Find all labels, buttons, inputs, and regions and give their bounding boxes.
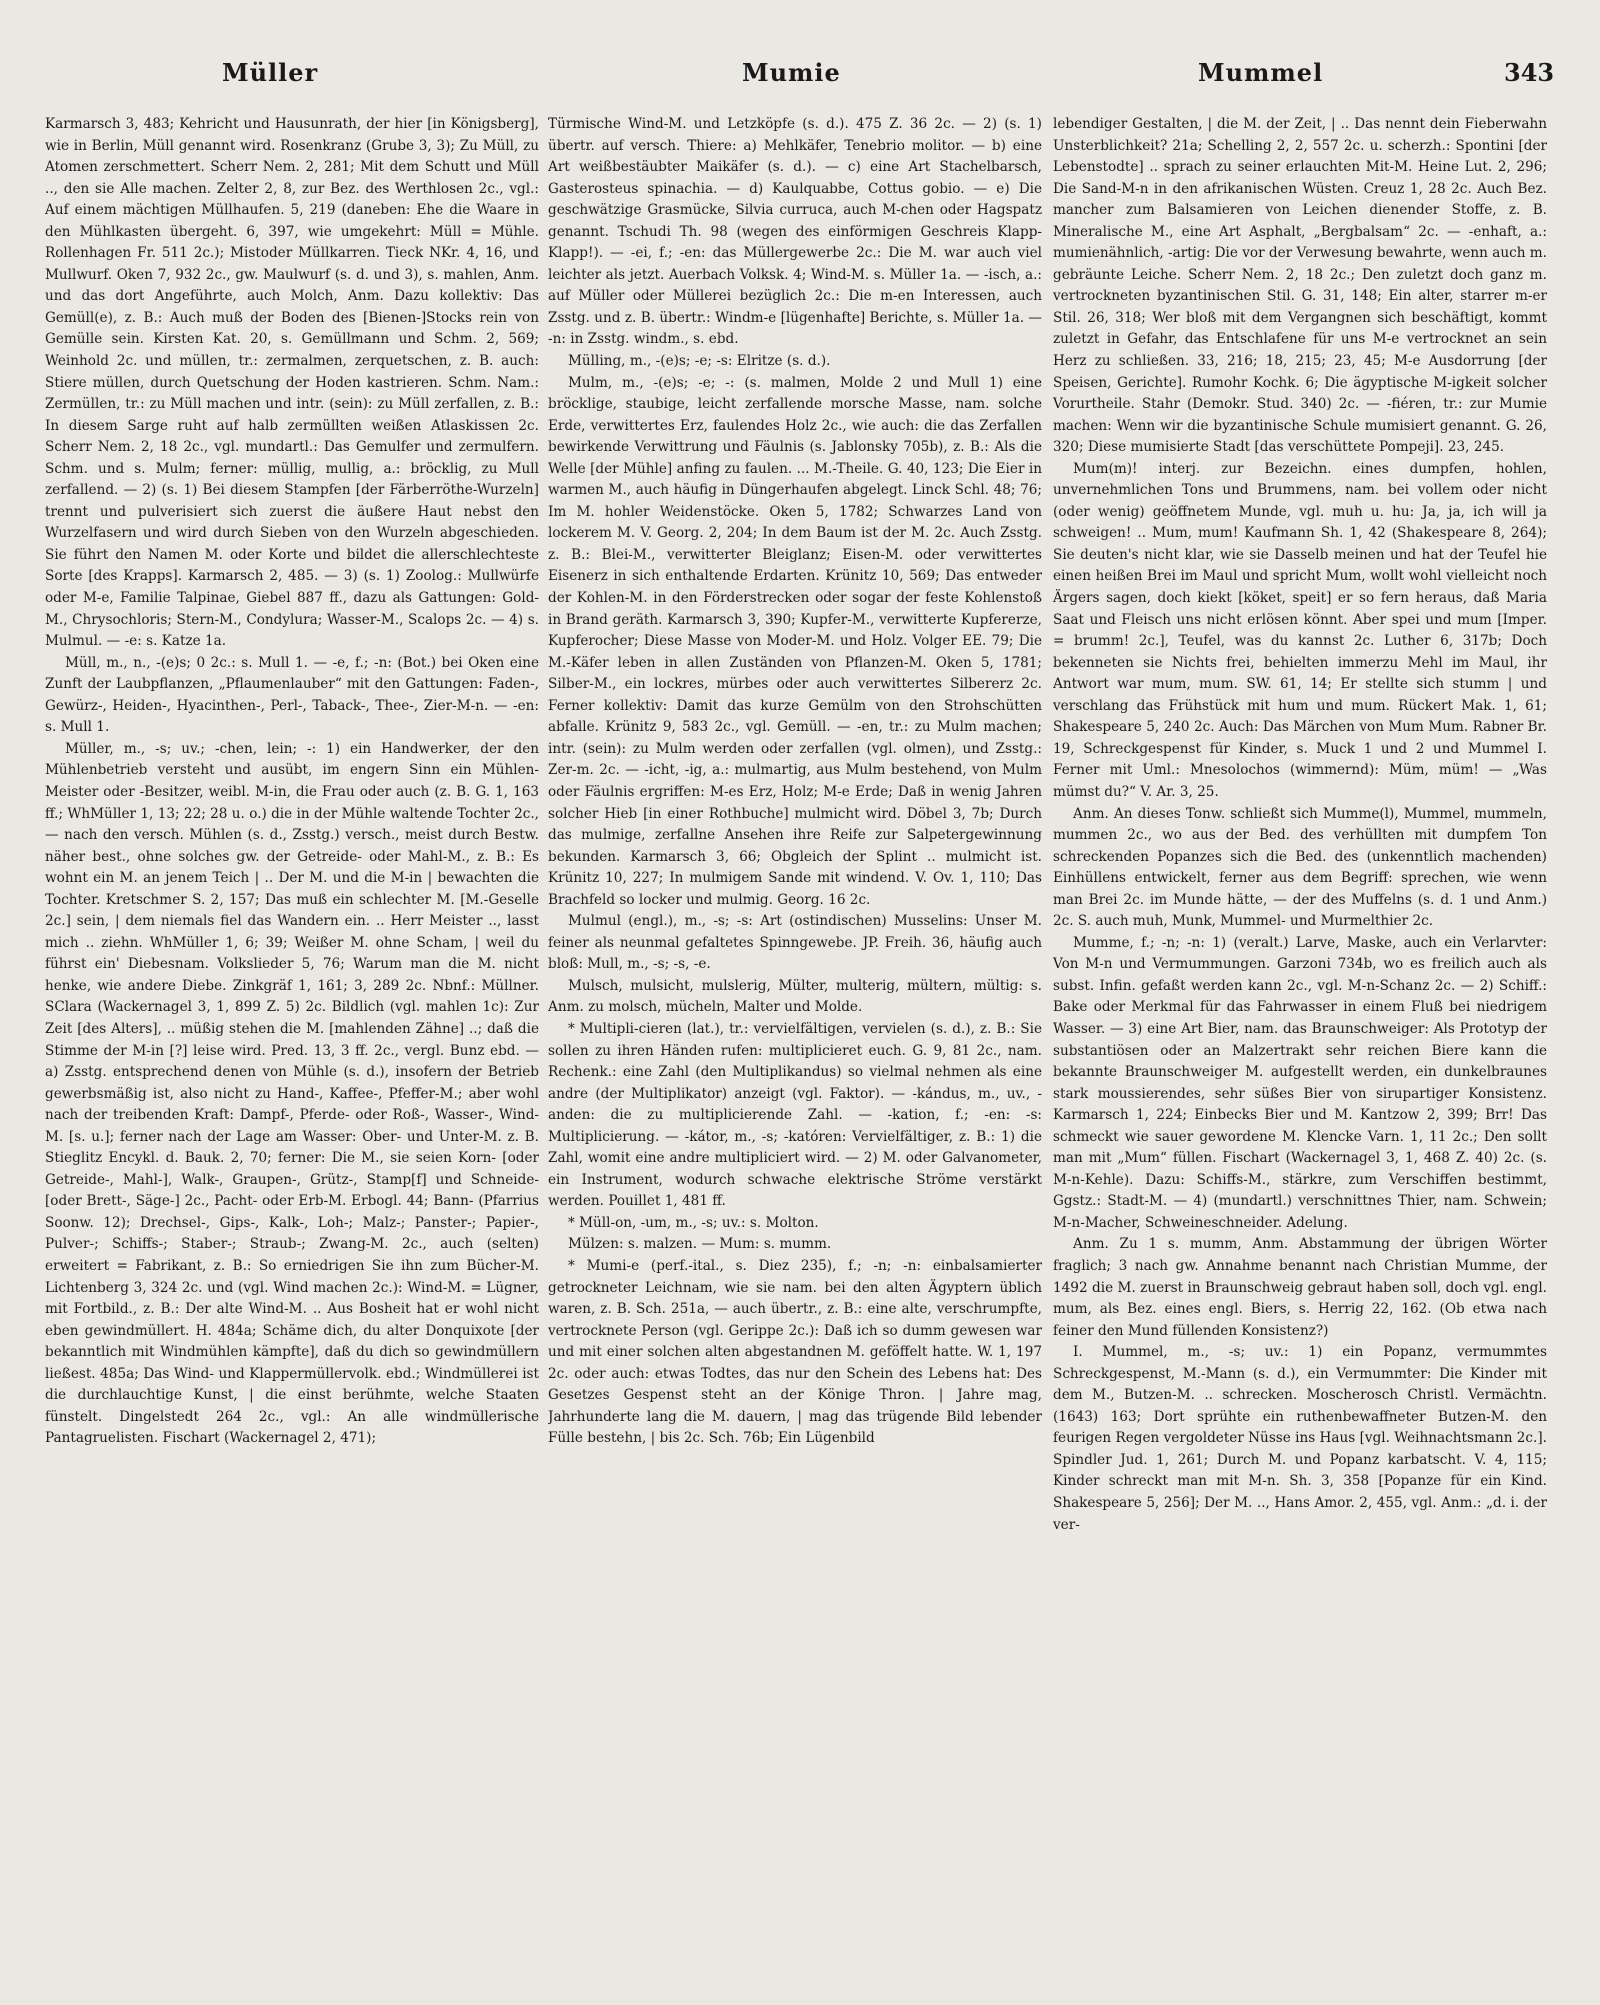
entry-paragraph: Türmische Wind-M. und Letzköpfe (s. d.). 475 Z. 36 2c. — 2) (s. 1) übertr. auf versch. Thiere: a) Mehlkäfer, Tenebrio molitor. — b) eine Art weißbestäubter Maikäfer (s. d.). — c) eine Art Stachelbarsch, Gasterosteus spinachia. — d) Kaulquabbe, Cottus gobio. — e) Die geschwätzige Grasmücke, Silvia curruca, auch M-chen oder Hagspatz genannt. Tschudi Th. 98 (wegen des einförmigen Geschreis Klapp-Klapp!). — -ei, f.; -en: das Müllergewerbe 2c.: Die M. war auch viel leichter als jetzt. Auerbach Volksk. 4; Wind-M. s. Müller 1a. — -isch, a.: auf Müller oder Müllerei bezüglich 2c.: Die m-en Interessen, auch Zsstg. und z. B. übertr.: Windm-e [lügenhafte] Berichte, s. Müller 1a. — -n: in Zsstg. windm., s. ebd. [548, 116, 1042, 348]
page-header [0, 58, 1600, 98]
entry-paragraph: Mumme, f.; -n; -n: 1) (veralt.) Larve, Maske, auch ein Verlarvter: Von M-n und Vermummungen. Garzoni 734b, wo es freilich auch als subst. Infin. gefaßt werden kann 2c., vgl. M-n-Schanz 2c. — 2) Schiff.: Bake oder Merkmal für das Fahrwasser in einem Fluß bei niedrigem Wasser. — 3) eine Art Bier, nam. das Braunschweiger: Als Prototyp der substantiösen oder an Malzertrakt sehr reichen Biere kann die bekannte Braunschweiger M. aufgestellt werden, ein dunkelbraunes stark moussierendes, sehr süßes Bier von sirupartiger Konsistenz. Karmarsch 1, 224; Einbecks Bier und M. Kantzow 2, 399; Brr! Das schmeckt wie sauer gewordene M. Klencke Varn. 1, 11 2c.; Den sollt man mit „Mum“ füllen. Fischart (Wackernagel 3, 1, 468 Z. 40) 2c. (s. M-n-Kehle). Dazu: Schiffs-M., stärkre, zum Verschiffen bestimmt, Ggstz.: Stadt-M. — 4) (mundartl.) verschnittnes Thier, nam. Schwein; M-n-Macher, Schweineschneider. Adelung. [1053, 934, 1547, 1231]
left-running-headword: Müller [222, 58, 319, 87]
entry-paragraph: Karmarsch 3, 483; Kehricht und Hausunrath, der hier [in Königsberg], wie in Berlin, Müll genannt wird. Rosenkranz (Grube 3, 3); Zu Müll, zu Atomen zerschmettert. Scherr Nem. 2, 281; Mit dem Schutt und Müll .., den sie Alle machen. Zelter 2, 8, zur Bez. des Werthlosen 2c., vgl.: Auf einem mächtigen Müllhaufen. 5, 219 (daneben: Ehe die Waare in den Mühlkasten übergeht. 6, 397, wie umgekehrt: Müll = Mühle. Rollenhagen Fr. 511 2c.); Mistoder Müllkarren. Tieck NKr. 4, 16, und Mullwurf. Oken 7, 932 2c., gw. Maulwurf (s. d. und 3), s. mahlen, Anm. und das dort Angeführte, auch Molch, Anm. Dazu kollektiv: Das Gemüll(e), z. B.: Auch muß der Boden des [Bienen-]Stocks rein von Gemülle sein. Kirsten Kat. 20, s. Gemüllmann und Schm. 2, 569; Weinhold 2c. und müllen, tr.: zermalmen, zerquetschen, z. B. auch: Stiere müllen, durch Quetschung der Hoden kastrieren. Schm. Nam.: Zermüllen, tr.: zu Müll machen und intr. (sein): zu Müll zerfallen, z. B.: In diesem Sarge ruht auf halb zermüllten weißen Atlaskissen 2c. Scherr Nem. 2, 18 2c., vgl. mundartl.: Das Gemulfer und zermulfern. Schm. und s. Mulm; ferner: müllig, mullig, a.: bröcklig, zu Mull zerfallend. — 2) (s. 1) Bei diesem Stampfen [der Färberröthe-Wurzeln] trennt und pulverisiert sich zuerst die äußere Haut nebst den Wurzelfasern und wird durch Sieben von den Wurzeln abgeschieden. Sie führt den Namen M. oder Korte und bildet die allerschlechteste Sorte [des Krapps]. Karmarsch 2, 485. — 3) (s. 1) Zoolog.: Mullwürfe oder M-e, Familie Talpinae, Giebel 887 ff., dazu als Gattungen: Gold-M., Chrysochloris; Stern-M., Condylura; Wasser-M., Scalops 2c. — 4) s. Mulmul. — -e: s. Katze 1a. [45, 116, 539, 650]
entry-paragraph: * Müll-on, -um, m., -s; uv.: s. Molton. [568, 1214, 819, 1231]
text-column-right [1053, 114, 1547, 1994]
entry-paragraph: * Mumi-e (perf.-ital., s. Diez 235), f.; -n; -n: einbalsamierter getrockneter Leichnam, wie sie nam. bei den alten Ägyptern üblich waren, z. B. Sch. 251a, — auch übertr., z. B.: eine alte, verschrumpfte, vertrocknete Person (vgl. Gerippe 2c.): Daß ich so dumm gewesen war und mit einer solchen alten abgestandnen M. geföffelt hatte. W. 1, 197 2c. oder auch: etwas Todtes, das nur den Schein des Lebens hat: Des Gesetzes Gespenst steht an der Könige Thron. | Jahre mag, Jahrhunderte lang die M. dauern, | mag das trügende Bild lebender Fülle bestehn, | bis 2c. Sch. 76b; Ein Lügenbild [548, 1257, 1042, 1447]
entry-paragraph: Mulm, m., -(e)s; -e; -: (s. malmen, Molde 2 und Mull 1) eine bröcklige, staubige, leicht zerfallende morsche Masse, nam. solche Erde, verwittertes Erz, faulendes Holz 2c., wie auch: die das Zerfallen bewirkende Verwittrung und Fäulnis (s. Jablonsky 705b), z. B.: Als die Welle [der Mühle] anfing zu faulen. ... M.-Theile. G. 40, 123; Die Eier in warmen M., auch häufig in Düngerhaufen abgelegt. Linck Schl. 48; 76; Im M. hohler Weidenstöcke. Oken 5, 1782; Schwarzes Land von lockerem M. V. Georg. 2, 204; In dem Baum ist der M. 2c. Auch Zsstg. z. B.: Blei-M., verwitterter Bleiglanz; Eisen-M. oder verwittertes Eisenerz in sich enthaltende Erdarten. Krünitz 10, 569; Das entweder der Kohlen-M. in den Förderstrecken oder sogar der feste Kohlenstoß in Brand geräth. Karmarsch 3, 390; Kupfer-M., verwitterte Kupfererze, Kupferocher; Diese Masse von Moder-M. und Holz. Volger EE. 79; Die M.-Käfer leben in allen Zuständen von Pflanzen-M. Oken 5, 1781; Silber-M., ein lockres, mürbes oder auch verwittertes Silbererz 2c. Ferner kollektiv: Damit das kurze Gemülm von den Strohschütten abfalle. Krünitz 9, 583 2c., vgl. Gemüll. — -en, tr.: zu Mulm machen; intr. (sein): zu Mulm werden oder zerfallen (vgl. olmen), und Zsstg.: Zer-m. 2c. — -icht, -ig, a.: mulmartig, aus Mulm bestehend, von Mulm oder Fäulnis ergriffen: M-es Erz, Holz; M-e Erde; Daß in wenig Jahren solcher Hieb [in einer Rothbuche] mulmicht wird. Döbel 3, 7b; Durch das mulmige, zerfallne Ansehen ihre Reife zur Salpetergewinnung bekunden. Karmarsch 3, 66; Obgleich der Splint .. mulmicht ist. Krünitz 10, 227; In mulmigem Sande mit windend. V. Ov. 1, 110; Das Brachfeld so locker und mulmig. Georg. 16 2c. [548, 374, 1042, 908]
right-running-headword: Mummel [1198, 58, 1324, 87]
text-column-middle [548, 114, 1042, 1994]
text-column-left [45, 114, 539, 1994]
entry-paragraph: I. Mummel, m., -s; uv.: 1) ein Popanz, vermummtes Schreckgespenst, M.-Mann (s. d.), ein Vermummter: Die Kinder mit dem M., Butzen-M. .. schrecken. Moscherosch Christl. Vermächtn. (1643) 163; Dort sprühte ein ruthenbewaffneter Butzen-M. den feurigen Regen vergoldeter Nüsse ins Haus [vgl. Weihnachtsmann 2c.]. Spindler Jud. 1, 261; Durch M. und Popanz karbatscht. V. 4, 115; Kinder schreckt man mit M-n. Sh. 3, 358 [Popanze für ein Kind. Shakespeare 5, 256]; Der M. .., Hans Amor. 2, 455, vgl. Anm.: „d. i. der ver- [1053, 1344, 1547, 1533]
entry-paragraph: * Multipli-cieren (lat.), tr.: vervielfältigen, vervielen (s. d.), z. B.: Sie sollen zu ihren Händen rufen: multiplicieret euch. G. 9, 81 2c., nam. Rechenk.: eine Zahl (den Multiplikandus) so vielmal nehmen als eine andre (der Multiplikator) anzeigt (vgl. Faktor). — -kándus, m., uv., -anden: die zu multiplicierende Zahl. — -kation, f.; -en: -s: Multiplicierung. — -kátor, m., -s; -katóren: Vervielfältiger, z. B.: 1) die Zahl, womit eine andre multipliciert wird. — 2) M. oder Galvanometer, ein Instrument, wodurch schwache elektrische Ströme verstärkt werden. Pouillet 1, 481 ff. [548, 1020, 1042, 1210]
entry-paragraph: Mülling, m., -(e)s; -e; -s: Elritze (s. d.). [568, 353, 831, 370]
entry-paragraph: Mülzen: s. malzen. — Mum: s. mumm. [568, 1236, 832, 1253]
entry-paragraph: Anm. An dieses Tonw. schließt sich Mumme(l), Mummel, mummeln, mummen 2c., wo aus der Bed. des verhüllten mit dumpfem Ton schreckenden Popanzes sich die Bed. des (unkenntlich machenden) Einhüllens entwickelt, ferner aus dem Begriff: sprechen, wie wenn man Brei 2c. im Munde hätte, — der des Muffelns (s. d. 1 und Anm.) 2c. S. auch muh, Munk, Mummel- und Murmelthier 2c. [1053, 805, 1547, 930]
entry-paragraph: Mulmul (engl.), m., -s; -s: Art (ostindischen) Musselins: Unser M. feiner als neunmal gefaltetes Spinngewebe. JP. Freih. 36, häufig auch bloß: Mull, m., -s; -s, -e. [548, 913, 1042, 973]
entry-paragraph: lebendiger Gestalten, | die M. der Zeit, | .. Das nennt dein Fieberwahn Unsterblichkeit? 21a; Schelling 2, 2, 557 2c. u. scherzh.: Spontini [der Lebenstodte] .. sprach zu seiner erlauchten Mit-M. Heine Lut. 2, 296; Die Sand-M-n in den afrikanischen Wüsten. Creuz 1, 28 2c. Auch Bez. mancher zum Balsamieren von Leichen dienender Stoffe, z. B. Mineralische M., eine Art Asphalt, „Bergbalsam“ 2c. — -enhaft, a.: mumienähnlich, -artig: Die vor der Verwesung bewahrte, wenn auch m. gebräunte Leiche. Scherr Nem. 2, 18 2c.; Den zuletzt doch ganz m. vertrockneten byzantinischen Stil. G. 31, 148; Ein alter, starrer m-er Stil. 26, 318; Wer bloß mit dem Vergangnen sich beschäftigt, kommt zuletzt in Gefahr, das Entschlafene für uns M-e vertrocknet an sein Herz zu schließen. 33, 216; 18, 215; 23, 45; M-e Ausdorrung [der Speisen, Gerichte]. Rumohr Kochk. 6; Die ägyptische M-igkeit solcher Vorurtheile. Stahr (Demokr. Stud. 340) 2c. — -fiéren, tr.: zur Mumie machen: Wenn wir die byzantinische Schule mumisiert genannt. G. 26, 320; Diese mumisierte Stadt [das verschüttete Pompeji]. 23, 245. [1053, 116, 1547, 456]
entry-paragraph: Mulsch, mulsicht, mulslerig, Mülter, multerig, mültern, mültig: s. Anm. zu molsch, mücheln, Malter und Molde. [548, 977, 1042, 1016]
page-number: 343 [1504, 58, 1555, 87]
entry-paragraph: Müll, m., n., -(e)s; 0 2c.: s. Mull 1. — -e, f.; -n: (Bot.) bei Oken eine Zunft der Laubpflanzen, „Pflaumenlauber“ mit den Gattungen: Faden-, Gewürz-, Heiden-, Hyacinthen-, Perl-, Taback-, Thee-, Zier-M-n. — -en: s. Mull 1. [45, 654, 539, 736]
entry-paragraph: Müller, m., -s; uv.; -chen, lein; -: 1) ein Handwerker, der den Mühlenbetrieb versteht und ausübt, im engern Sinn ein Mühlen-Meister oder -Besitzer, weibl. M-in, die Frau oder auch (z. B. G. 1, 163 ff.; WhMüller 1, 13; 22; 28 u. o.) die in der Mühle waltende Tochter 2c., — nach den versch. Mühlen (s. d., Zsstg.) versch., meist durch Bestw. näher best., ohne solches gw. der Getreide- oder Mahl-M., z. B.: Es wohnt ein M. an jenem Teich | .. Der M. und die M-in | bewachten die Tochter. Kretschmer S. 2, 157; Das muß ein schlechter M. [M.-Geselle 2c.] sein, | dem niemals fiel das Wandern ein. .. Herr Meister .., lasst mich .. ziehn. WhMüller 1, 6; 39; Weißer M. ohne Scham, | weil du führst ein' Diebesnam. Volkslieder 5, 76; Warum man die M. nicht henke, wie andere Diebe. Zinkgräf 1, 161; 3, 289 2c. Nbnf.: Müllner. SClara (Wackernagel 3, 1, 899 Z. 5) 2c. Bildlich (vgl. mahlen 1c): Zur Zeit [des Alters], .. müßig stehen die M. [mahlenden Zähne] ..; daß die Stimme der M-in [?] leise wird. Pred. 13, 3 ff. 2c., vergl. Bunz ebd. — a) Zsstg. entsprechend denen von Mühle (s. d.), insofern der Betrieb gewerbsmäßig ist, also nicht zu Hand-, Kaffee-, Pfeffer-M.; aber wohl nach der treibenden Kraft: Dampf-, Pferde- oder Roß-, Wasser-, Wind-M. [s. u.]; ferner nach der Lage am Wasser: Ober- und Unter-M. z. B. Stieglitz Encykl. d. Bauk. 2, 70; ferner: Die M., sie seien Korn- [oder Getreide-, Mahl-], Walk-, Graupen-, Grütz-, Stamp[f] und Schneide- [oder Brett-, Säge-] 2c., Pacht- oder Erb-M. Erbogl. 44; Bann- (Pfarrius Soonw. 12); Drechsel-, Gips-, Kalk-, Loh-; Malz-; Panster-; Papier-, Pulver-; Schiffs-; Staber-; Straub-; Zwang-M. 2c., auch (selten) erweitert = Fabrikant, z. B.: So erniedrigen Sie ihn zum Bücher-M. Lichtenberg 3, 324 2c. und (vgl. Wind machen 2c.): Wind-M. = Lügner, mit Fortbild., z. B.: Der alte Wind-M. .. Aus Bosheit hat er wohl nicht eben gewindmüllert. H. 484a; Schäme dich, du alter Donquixote [der bekanntlich mit Windmühlen kämpfte], daß du dich so gewindmüllern ließest. 485a; Das Wind- und Klappermüllervolk. ebd.; Windmüllerei ist die durchlauchtige Kunst, | die einst berühmte, welche Staaten fünstelt. Dingelstedt 264 2c., vgl.: An alle windmüllerische Pantagruelisten. Fischart (Wackernagel 2, 471); [45, 740, 539, 1447]
entry-paragraph: Mum(m)! interj. zur Bezeichn. eines dumpfen, hohlen, unvernehmlichen Tons und Brummens, nam. bei vollem oder nicht (oder wenig) geöffnetem Munde, vgl. muh u. hu: Ja, ja, ich will ja schweigen! .. Mum, mum! Kaufmann Sh. 1, 42 (Shakespeare 8, 264); Sie deuten's nicht klar, wie sie Dasselb meinen und hat der Teufel hie einen heißen Brei im Maul und spricht Mum, wollt wohl vielleicht noch Ärgers sagen, doch kiekt [köket, speit] er so fern heraus, daß Maria Saat und Fleisch uns nicht erlösen könnt. Aber spei und mum [Imper. = brumm! 2c.], Teufel, was du kannst 2c. Luther 6, 317b; Doch bekenneten sie Nichts frei, behielten immerzu Mehl im Maul, ihr Antwort war mum, mum. SW. 61, 14; Er stellte sich stumm | und verschlang das Frühstück mit hum und mum. Rückert Mak. 1, 61; Shakespeare 5, 240 2c. Auch: Das Märchen von Mum Mum. Rabner Br. 19, Schreckgespenst für Kinder, s. Muck 1 und 2 und Mummel I. Ferner mit Uml.: Mnesolochos (wimmernd): Müm, müm! — „Was mümst du?“ V. Ar. 3, 25. [1053, 460, 1547, 800]
center-running-headword: Mumie [742, 58, 841, 87]
entry-paragraph: Anm. Zu 1 s. mumm, Anm. Abstammung der übrigen Wörter fraglich; 3 nach gw. Annahme benannt nach Christian Mumme, der 1492 die M. zuerst in Braunschweig gebraut haben soll, doch vgl. engl. mum, als Bez. eines engl. Biers, s. Herrig 22, 162. (Ob etwa nach feiner den Mund füllenden Konsistenz?) [1053, 1236, 1547, 1339]
